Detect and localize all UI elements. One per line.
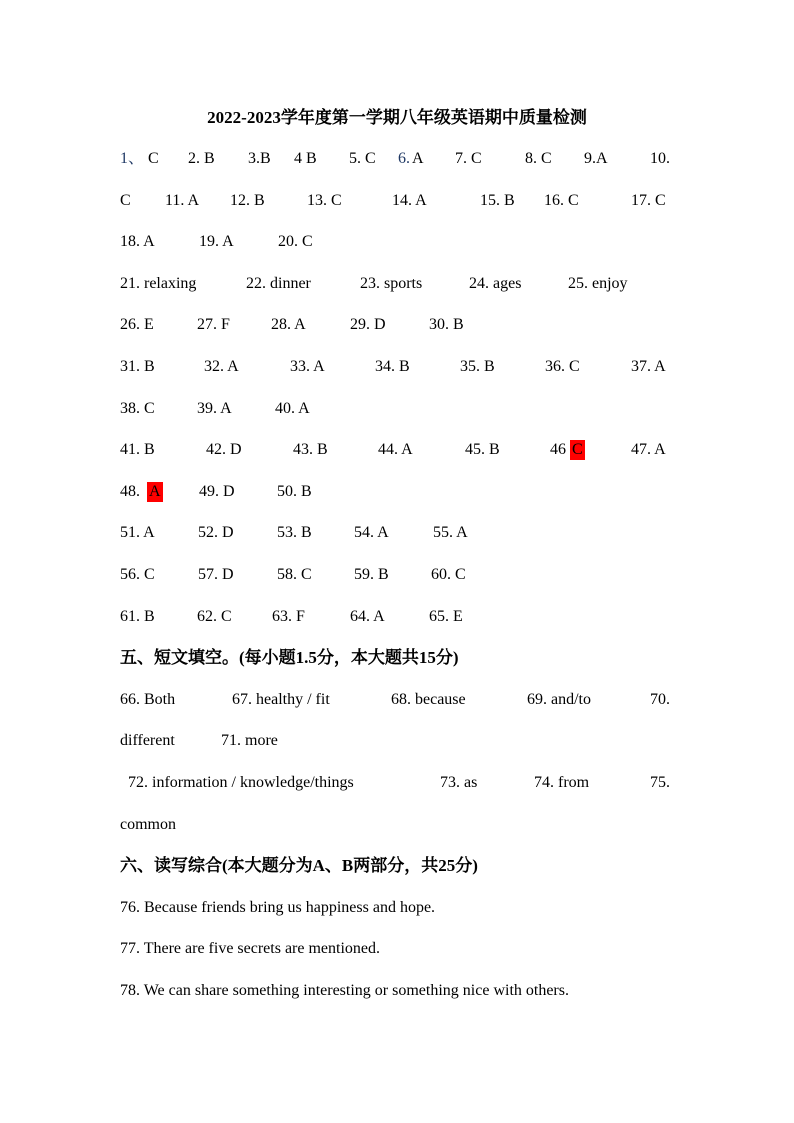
answer-item: 19. A bbox=[199, 233, 234, 250]
answer-number: 6. bbox=[398, 150, 410, 167]
answer-item: 53. B bbox=[277, 524, 312, 541]
answer-item: 39. A bbox=[197, 400, 232, 417]
answer-item: 29. D bbox=[350, 316, 386, 333]
answer-item: 20. C bbox=[278, 233, 313, 250]
answer-item: A bbox=[412, 150, 424, 167]
answer-item: 36. C bbox=[545, 358, 580, 375]
answer-item: 63. F bbox=[272, 608, 305, 625]
answer-item: 17. C bbox=[631, 192, 666, 209]
answer-item: 61. B bbox=[120, 608, 155, 625]
answer-item: 41. B bbox=[120, 441, 155, 458]
answer-item: 25. enjoy bbox=[568, 275, 628, 292]
answer-row-10 bbox=[120, 519, 680, 547]
answer-row-1 bbox=[120, 145, 680, 173]
answer-item: 75. bbox=[650, 774, 670, 791]
answer-item: 45. B bbox=[465, 441, 500, 458]
answer-item: 55. A bbox=[433, 524, 468, 541]
answer-item: 7. C bbox=[455, 150, 482, 167]
answer-item: 34. B bbox=[375, 358, 410, 375]
answer-item: 64. A bbox=[350, 608, 385, 625]
answer-item: 72. information / knowledge/things bbox=[128, 774, 354, 791]
answer-item: 22. dinner bbox=[246, 275, 311, 292]
answer-row-2 bbox=[120, 187, 680, 215]
answer-row-6 bbox=[120, 353, 680, 381]
answer-row-9 bbox=[120, 478, 680, 506]
answer-item: 68. because bbox=[391, 691, 466, 708]
answer-item: 10. bbox=[650, 150, 670, 167]
answer-item: 30. B bbox=[429, 316, 464, 333]
answer-item: 9.A bbox=[584, 150, 608, 167]
answer-item: 23. sports bbox=[360, 275, 423, 292]
answer-item: 49. D bbox=[199, 483, 235, 500]
answer-item: 73. as bbox=[440, 774, 478, 791]
fill-blank-row-4 bbox=[120, 811, 680, 839]
written-answer-77: 77. There are five secrets are mentioned. bbox=[120, 940, 381, 957]
answer-item: 3.B bbox=[248, 150, 271, 167]
answer-item: 47. A bbox=[631, 441, 666, 458]
answer-item: 11. A bbox=[165, 192, 200, 209]
answer-item: 54. A bbox=[354, 524, 389, 541]
answer-item: 71. more bbox=[221, 732, 278, 749]
answer-item: 46 bbox=[550, 441, 566, 458]
answer-item: 52. D bbox=[198, 524, 234, 541]
answer-item: 38. C bbox=[120, 400, 155, 417]
answer-item: 66. Both bbox=[120, 691, 176, 708]
answer-item: 42. D bbox=[206, 441, 242, 458]
answer-item: 60. C bbox=[431, 566, 466, 583]
answer-item: 27. F bbox=[197, 316, 230, 333]
answer-item: 40. A bbox=[275, 400, 310, 417]
answer-row-12 bbox=[120, 603, 680, 631]
answer-item: 12. B bbox=[230, 192, 265, 209]
answer-item: 2. B bbox=[188, 150, 215, 167]
section-heading-5: 五、短文填空。(每小题1.5分，本大题共15分) bbox=[120, 648, 459, 667]
fill-blank-row-1 bbox=[120, 686, 680, 714]
answer-number: 1、 bbox=[120, 150, 145, 167]
answer-item: 28. A bbox=[271, 316, 306, 333]
answer-item: C bbox=[120, 192, 131, 209]
answer-item: 62. C bbox=[197, 608, 232, 625]
answer-item: 50. B bbox=[277, 483, 312, 500]
answer-item: 56. C bbox=[120, 566, 155, 583]
answer-item: 44. A bbox=[378, 441, 413, 458]
answer-item: 70. bbox=[650, 691, 670, 708]
answer-item: 74. from bbox=[534, 774, 590, 791]
answer-item: 13. C bbox=[307, 192, 342, 209]
answer-item: different bbox=[120, 732, 175, 749]
answer-row-5 bbox=[120, 311, 680, 339]
answer-item: 14. A bbox=[392, 192, 427, 209]
page-title: 2022-2023学年度第一学期八年级英语期中质量检测 bbox=[207, 108, 587, 127]
answer-item: 15. B bbox=[480, 192, 515, 209]
answer-item: 31. B bbox=[120, 358, 155, 375]
fill-blank-row-2 bbox=[120, 727, 680, 755]
fill-blank-row-3 bbox=[120, 769, 680, 797]
highlighted-answer: A bbox=[149, 483, 161, 500]
answer-row-4 bbox=[120, 270, 680, 298]
answer-item: 67. healthy / fit bbox=[232, 691, 330, 708]
answer-item: 4 B bbox=[294, 150, 317, 167]
answer-item: 5. C bbox=[349, 150, 376, 167]
highlighted-answer: C bbox=[572, 441, 583, 458]
answer-item: 18. A bbox=[120, 233, 155, 250]
answer-item: 57. D bbox=[198, 566, 234, 583]
answer-item: common bbox=[120, 816, 176, 833]
answer-item: 16. C bbox=[544, 192, 579, 209]
answer-item: 43. B bbox=[293, 441, 328, 458]
answer-item: 26. E bbox=[120, 316, 154, 333]
answer-item: 21. relaxing bbox=[120, 275, 197, 292]
answer-item: 65. E bbox=[429, 608, 463, 625]
answer-item: 59. B bbox=[354, 566, 389, 583]
answer-item: 69. and/to bbox=[527, 691, 591, 708]
answer-item: 35. B bbox=[460, 358, 495, 375]
section-heading-6: 六、读写综合(本大题分为A、B两部分，共25分) bbox=[120, 856, 478, 875]
answer-item: 24. ages bbox=[469, 275, 522, 292]
written-answer-76: 76. Because friends bring us happiness and hope. bbox=[120, 899, 436, 916]
answer-item: 48. bbox=[120, 483, 140, 500]
answer-item: 32. A bbox=[204, 358, 239, 375]
answer-row-8 bbox=[120, 436, 680, 464]
answer-row-3 bbox=[120, 228, 680, 256]
answer-item: 51. A bbox=[120, 524, 155, 541]
answer-row-7 bbox=[120, 395, 680, 423]
answer-item: 58. C bbox=[277, 566, 312, 583]
answer-item: C bbox=[148, 150, 159, 167]
answer-item: 33. A bbox=[290, 358, 325, 375]
answer-item: 37. A bbox=[631, 358, 666, 375]
answer-item: 8. C bbox=[525, 150, 552, 167]
answer-row-11 bbox=[120, 561, 680, 589]
written-answer-78: 78. We can share something interesting or something nice with others. bbox=[120, 982, 569, 999]
